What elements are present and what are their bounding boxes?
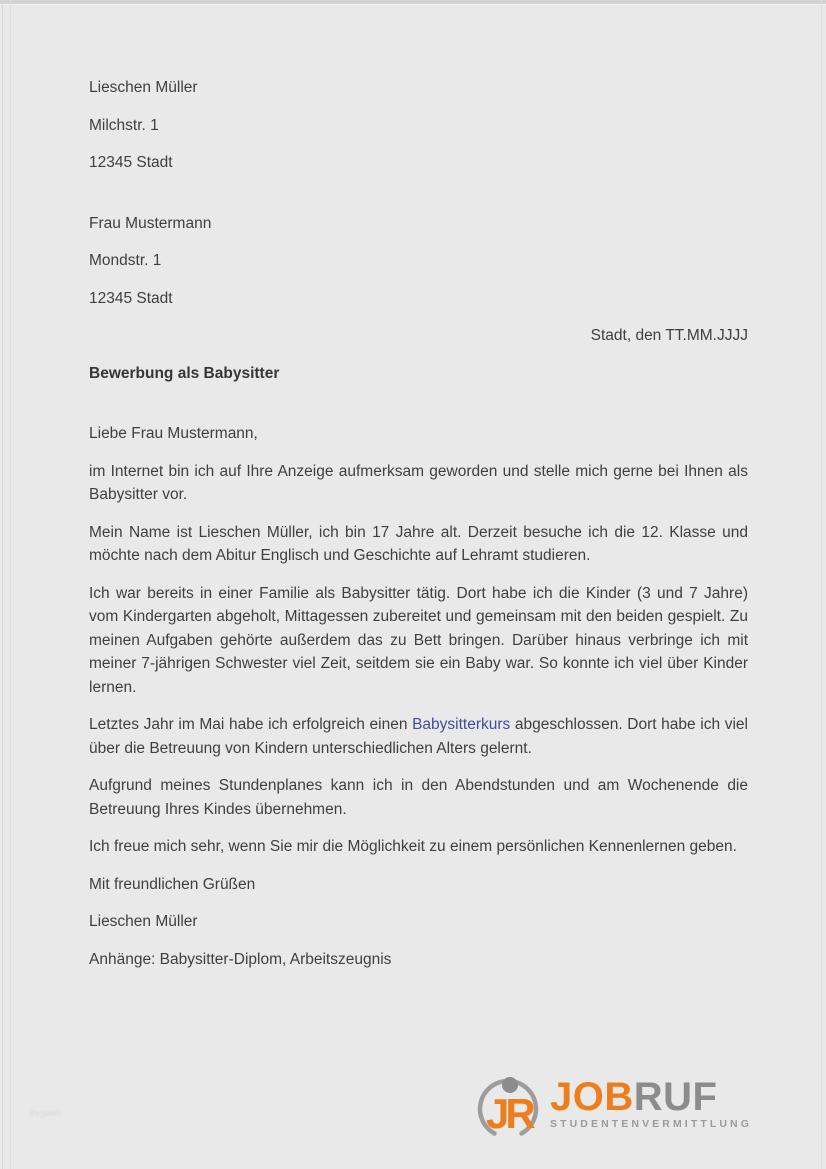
jr-monogram: JR bbox=[486, 1090, 532, 1137]
paragraph-meeting: Ich freue mich sehr, wenn Sie mir die Möglichkeit zu einem persönlichen Kennenlernen geben. bbox=[89, 838, 737, 855]
paragraph-experience: Ich war bereits in einer Familie als Babysitter tätig. Dort habe ich die Kinder (3 und 7 Jahre) vom Kindergarten abgeholt, Mittagessen zubereitet und gemeinsam mit den beiden gespielt. Zu meinen Aufgaben gehörte außerdem das zu Bett bringen. Darüber hinaus verbringe ich mit meiner 7-jährigen Schwester viel Zeit, seitdem sie ein Baby war. So konnte ich viel über Kinder lernen. bbox=[89, 584, 748, 696]
paragraph-availability: Aufgrund meines Stundenplanes kann ich in den Abendstunden und am Wochenende die Betreuung Ihres Kindes übernehmen. bbox=[89, 777, 748, 818]
paragraph-course-text-before: Letztes Jahr im Mai habe ich erfolgreich einen bbox=[89, 716, 413, 733]
recipient-address-block bbox=[89, 212, 748, 311]
logo-tagline: STUDENTENVERMITTLUNG bbox=[550, 1118, 752, 1130]
closing-line: Mit freundlichen Grüßen bbox=[89, 875, 256, 893]
salutation: Liebe Frau Mustermann, bbox=[89, 425, 258, 442]
logo-textblock bbox=[550, 1070, 752, 1130]
recipient-name: Frau Mustermann bbox=[89, 214, 212, 232]
logo-text-job: JOB bbox=[550, 1075, 634, 1119]
sender-name: Lieschen Müller bbox=[89, 79, 198, 96]
watermark: ihrgweb bbox=[29, 1107, 62, 1119]
subject-line: Bewerbung als Babysitter bbox=[89, 364, 280, 382]
attachments-line: Anhänge: Babysitter-Diplom, Arbeitszeugnis bbox=[89, 950, 392, 968]
recipient-city: 12345 Stadt bbox=[89, 289, 173, 307]
babysitterkurs-link[interactable]: Babysitterkurs bbox=[412, 716, 511, 733]
paragraph-course bbox=[89, 713, 748, 760]
sender-address-block bbox=[89, 76, 748, 175]
jobruf-logo bbox=[473, 1070, 752, 1142]
paragraph-course-text-after: abgeschlossen. Dort habe ich viel über die Betreuung von Kindern unterschiedlichen Alters gelernt. bbox=[89, 716, 748, 757]
recipient-street: Mondstr. 1 bbox=[89, 252, 162, 269]
paragraph-about-me: Mein Name ist Lieschen Müller, ich bin 17 Jahre alt. Derzeit besuche ich die 12. Klasse und möchte nach dem Abitur Englisch und Geschichte auf Lehramt studieren. bbox=[89, 523, 748, 564]
logo-text-ruf: RUF bbox=[633, 1075, 718, 1119]
paragraph-intro: im Internet bin ich auf Ihre Anzeige aufmerksam geworden und stelle mich gerne bei Ihnen als Babysitter vor. bbox=[89, 462, 748, 503]
jobruf-logo-mark-icon bbox=[473, 1070, 543, 1142]
sender-street: Milchstr. 1 bbox=[89, 116, 159, 134]
sender-city: 12345 Stadt bbox=[89, 154, 173, 171]
signature-name: Lieschen Müller bbox=[89, 913, 198, 930]
date-line: Stadt, den TT.MM.JJJJ bbox=[590, 327, 748, 344]
logo-wordmark bbox=[550, 1075, 752, 1119]
